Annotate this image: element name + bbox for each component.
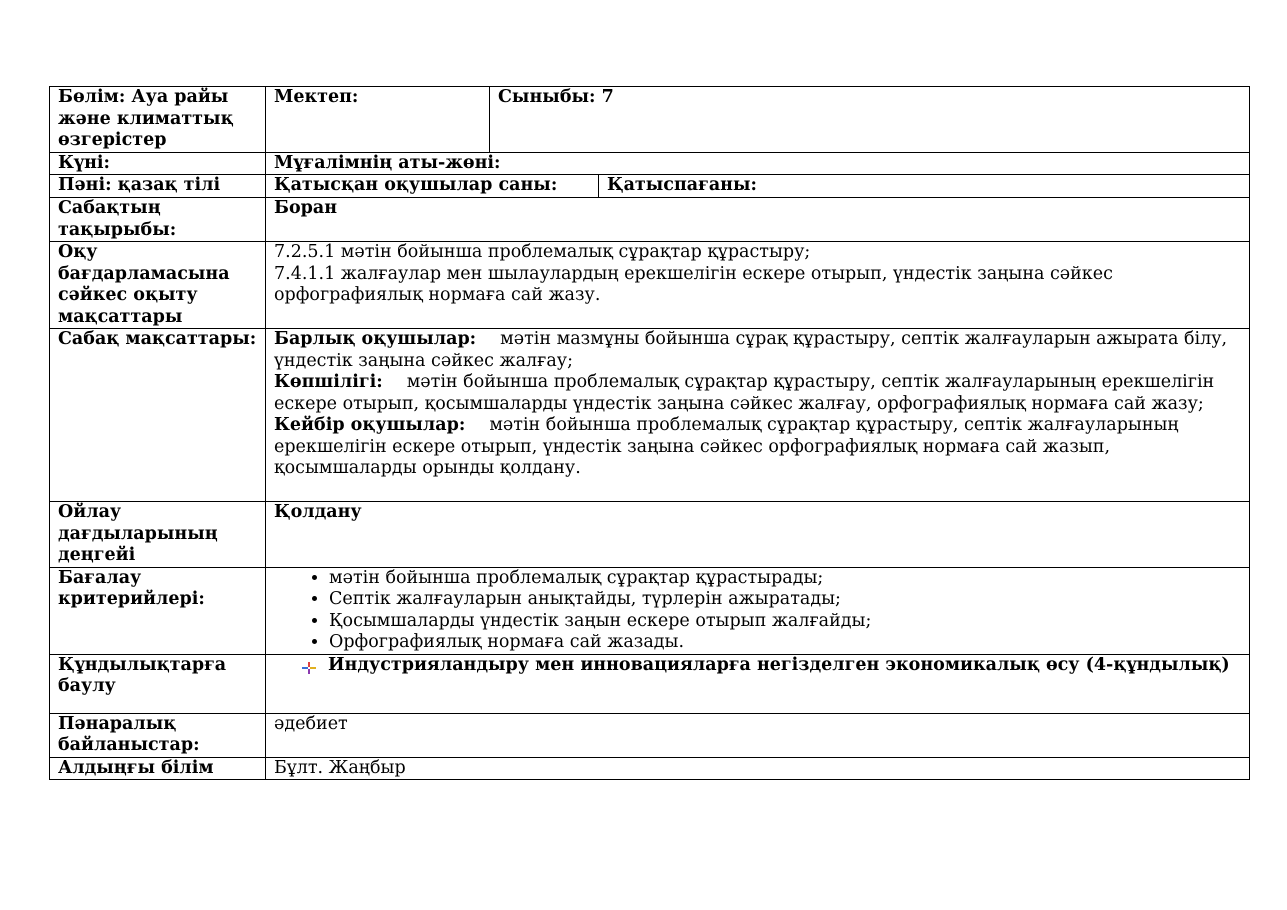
lesson-goals-row — [50, 329, 1250, 502]
section-cell: Бөлім: Ауа райы және климаттық өзгерістер — [50, 87, 266, 153]
goal-some-label: Кейбір оқушылар: — [274, 415, 466, 435]
prior-row — [50, 757, 1250, 780]
objectives-value — [266, 242, 1250, 329]
absent-cell: Қатыспағаны: — [599, 175, 1250, 198]
values-text: Индустрияландыру мен инновацияларға негізделген экономикалық өсу (4-құндылық) — [328, 654, 1230, 675]
links-value: әдебиет — [266, 713, 1250, 757]
lesson-goals-label: Сабақ мақсаттары: — [50, 329, 266, 502]
criteria-value — [266, 567, 1250, 654]
lesson-goals-value — [266, 329, 1250, 502]
date-cell: Күні: — [50, 152, 266, 175]
thinking-label: Ойлау дағдыларының деңгейі — [50, 502, 266, 568]
objective-line-2: 7.4.1.1 жалғаулар мен шылаулардың ерекшелігін ескере отырып, үндестік заңына сәйкес орфографиялық нормаға сай жазу. — [274, 263, 1113, 305]
school-cell: Мектеп: — [266, 87, 490, 153]
topic-value: Боран — [266, 198, 1250, 242]
values-row — [50, 654, 1250, 713]
prior-value: Бұлт. Жаңбыр — [266, 757, 1250, 780]
goal-some-text: мәтін бойынша проблемалық сұрақтар құрастыру, септік жалғауларының ерекшелігін ескере отырып, үндестік заңына сәйкес орфографиялық нормаға сай жазып, қосымшаларды орынды қолдану. — [274, 415, 1179, 478]
thinking-value: Қолдану — [266, 502, 1250, 568]
goal-most-label: Көпшілігі: — [274, 372, 383, 392]
goal-all-text: мәтін мазмұны бойынша сұрақ құрастыру, септік жалғауларын ажырата білу, үндестік заңына сәйкес жалғау; — [274, 329, 1228, 371]
objectives-label: Оқу бағдарламасына сәйкес оқыту мақсаттары — [50, 242, 266, 329]
criteria-label: Бағалау критерийлері: — [50, 567, 266, 654]
goal-some — [274, 415, 1249, 480]
values-label: Құндылықтарға баулу — [50, 654, 266, 713]
links-label: Пәнаралық байланыстар: — [50, 713, 266, 757]
objective-line-1: 7.2.5.1 мәтін бойынша проблемалық сұрақтар құрастыру; — [274, 242, 811, 262]
topic-label: Сабақтың тақырыбы: — [50, 198, 266, 242]
present-cell: Қатысқан оқушылар саны: — [266, 175, 599, 198]
grade-cell: Сыныбы: 7 — [490, 87, 1250, 153]
subject-cell: Пәні: қазақ тілі — [50, 175, 266, 198]
colored-cross-bullet-icon — [302, 655, 328, 681]
list-item: • Орфографиялық нормаға сай жазады. — [329, 632, 1249, 654]
subject-row — [50, 175, 1250, 198]
goal-most-text: мәтін бойынша проблемалық сұрақтар құрастыру, септік жалғауларының ерекшелігін ескере отырып, қосымшаларды үндестік заңына сәйкес жалғау, орфографиялық нормаға сай жазу; — [274, 372, 1215, 414]
teacher-cell: Мұғалімнің аты-жөні: — [266, 152, 1250, 175]
links-row — [50, 713, 1250, 757]
goal-all-label: Барлық оқушылар: — [274, 329, 477, 349]
topic-row — [50, 198, 1250, 242]
goal-all — [274, 329, 1249, 372]
criteria-row — [50, 567, 1250, 654]
list-item: • мәтін бойынша проблемалық сұрақтар құрастырады; — [329, 568, 1249, 590]
goal-most — [274, 372, 1249, 415]
list-item: • Септік жалғауларын анықтайды, түрлерін ажыратады; — [329, 589, 1249, 611]
date-row — [50, 152, 1250, 175]
thinking-row — [50, 502, 1250, 568]
values-value — [266, 654, 1250, 713]
prior-label: Алдыңғы білім — [50, 757, 266, 780]
lesson-plan-table — [49, 86, 1250, 780]
list-item: • Қосымшаларды үндестік заңын ескере отырып жалғайды; — [329, 611, 1249, 633]
header-row — [50, 87, 1250, 153]
criteria-list — [274, 568, 1249, 654]
objectives-row — [50, 242, 1250, 329]
